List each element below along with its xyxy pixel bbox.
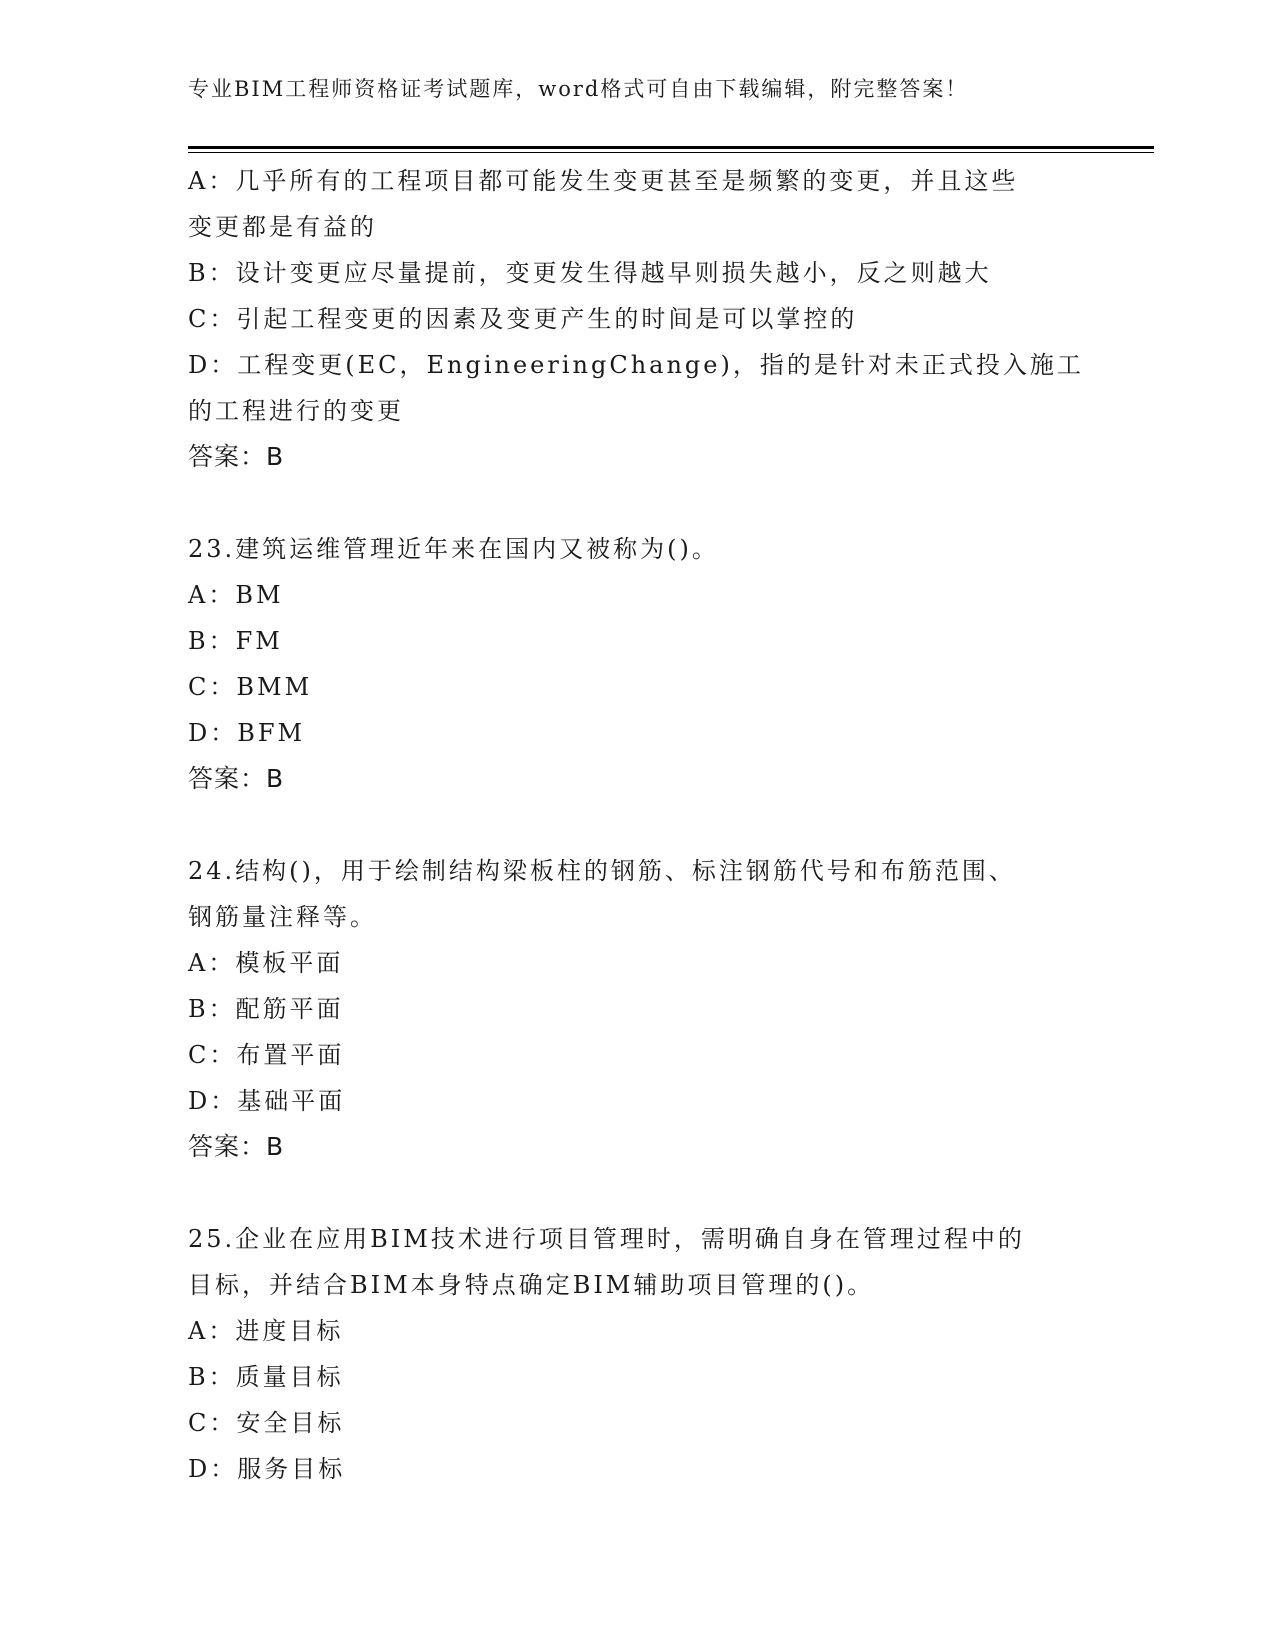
option-d-line-1: D：工程变更(EC，EngineeringChange)，指的是针对未正式投入施工 (188, 351, 1084, 379)
document-body (188, 158, 1088, 1492)
header-rule-thin (188, 152, 1154, 153)
option-c: C：布置平面 (188, 1041, 345, 1069)
option-b: B：质量目标 (188, 1363, 344, 1391)
option-c: C：BMM (188, 673, 313, 701)
option-a: A：模板平面 (188, 949, 344, 977)
question-22-block (188, 158, 1088, 480)
option-a-line-1: A：几乎所有的工程项目都可能发生变更甚至是频繁的变更，并且这些 (188, 167, 1019, 195)
option-c: C：安全目标 (188, 1409, 345, 1437)
option-a: A：进度目标 (188, 1317, 344, 1345)
question-stem-line-1: 25.企业在应用BIM技术进行项目管理时，需明确自身在管理过程中的 (188, 1225, 1025, 1253)
answer-line: 答案：B (188, 1132, 285, 1161)
option-a-line-2: 变更都是有益的 (188, 213, 377, 241)
header-rule-thick (188, 146, 1154, 149)
question-23-block (188, 526, 1088, 802)
answer-line: 答案：B (188, 442, 285, 471)
page-header: 专业BIM工程师资格证考试题库，word格式可自由下载编辑，附完整答案！ (188, 77, 969, 101)
question-25-block (188, 1216, 1088, 1492)
option-c: C：引起工程变更的因素及变更产生的时间是可以掌控的 (188, 305, 858, 333)
question-stem-line-1: 24.结构()，用于绘制结构梁板柱的钢筋、标注钢筋代号和布筋范围、 (188, 857, 1016, 885)
spacer (188, 1170, 1088, 1216)
spacer (188, 802, 1088, 848)
option-b: B：FM (188, 627, 283, 655)
spacer (188, 480, 1088, 526)
question-24-block (188, 848, 1088, 1170)
answer-line: 答案：B (188, 764, 285, 793)
option-b: B：配筋平面 (188, 995, 344, 1023)
option-a: A：BM (188, 581, 284, 609)
option-d: D：服务目标 (188, 1455, 346, 1483)
question-stem: 23.建筑运维管理近年来在国内又被称为()。 (188, 535, 719, 563)
question-stem-line-2: 目标，并结合BIM本身特点确定BIM辅助项目管理的()。 (188, 1271, 875, 1299)
option-d: D：BFM (188, 719, 306, 747)
option-d-line-2: 的工程进行的变更 (188, 397, 404, 425)
question-stem-line-2: 钢筋量注释等。 (188, 903, 377, 931)
option-d: D：基础平面 (188, 1087, 346, 1115)
option-b: B：设计变更应尽量提前，变更发生得越早则损失越小，反之则越大 (188, 259, 992, 287)
